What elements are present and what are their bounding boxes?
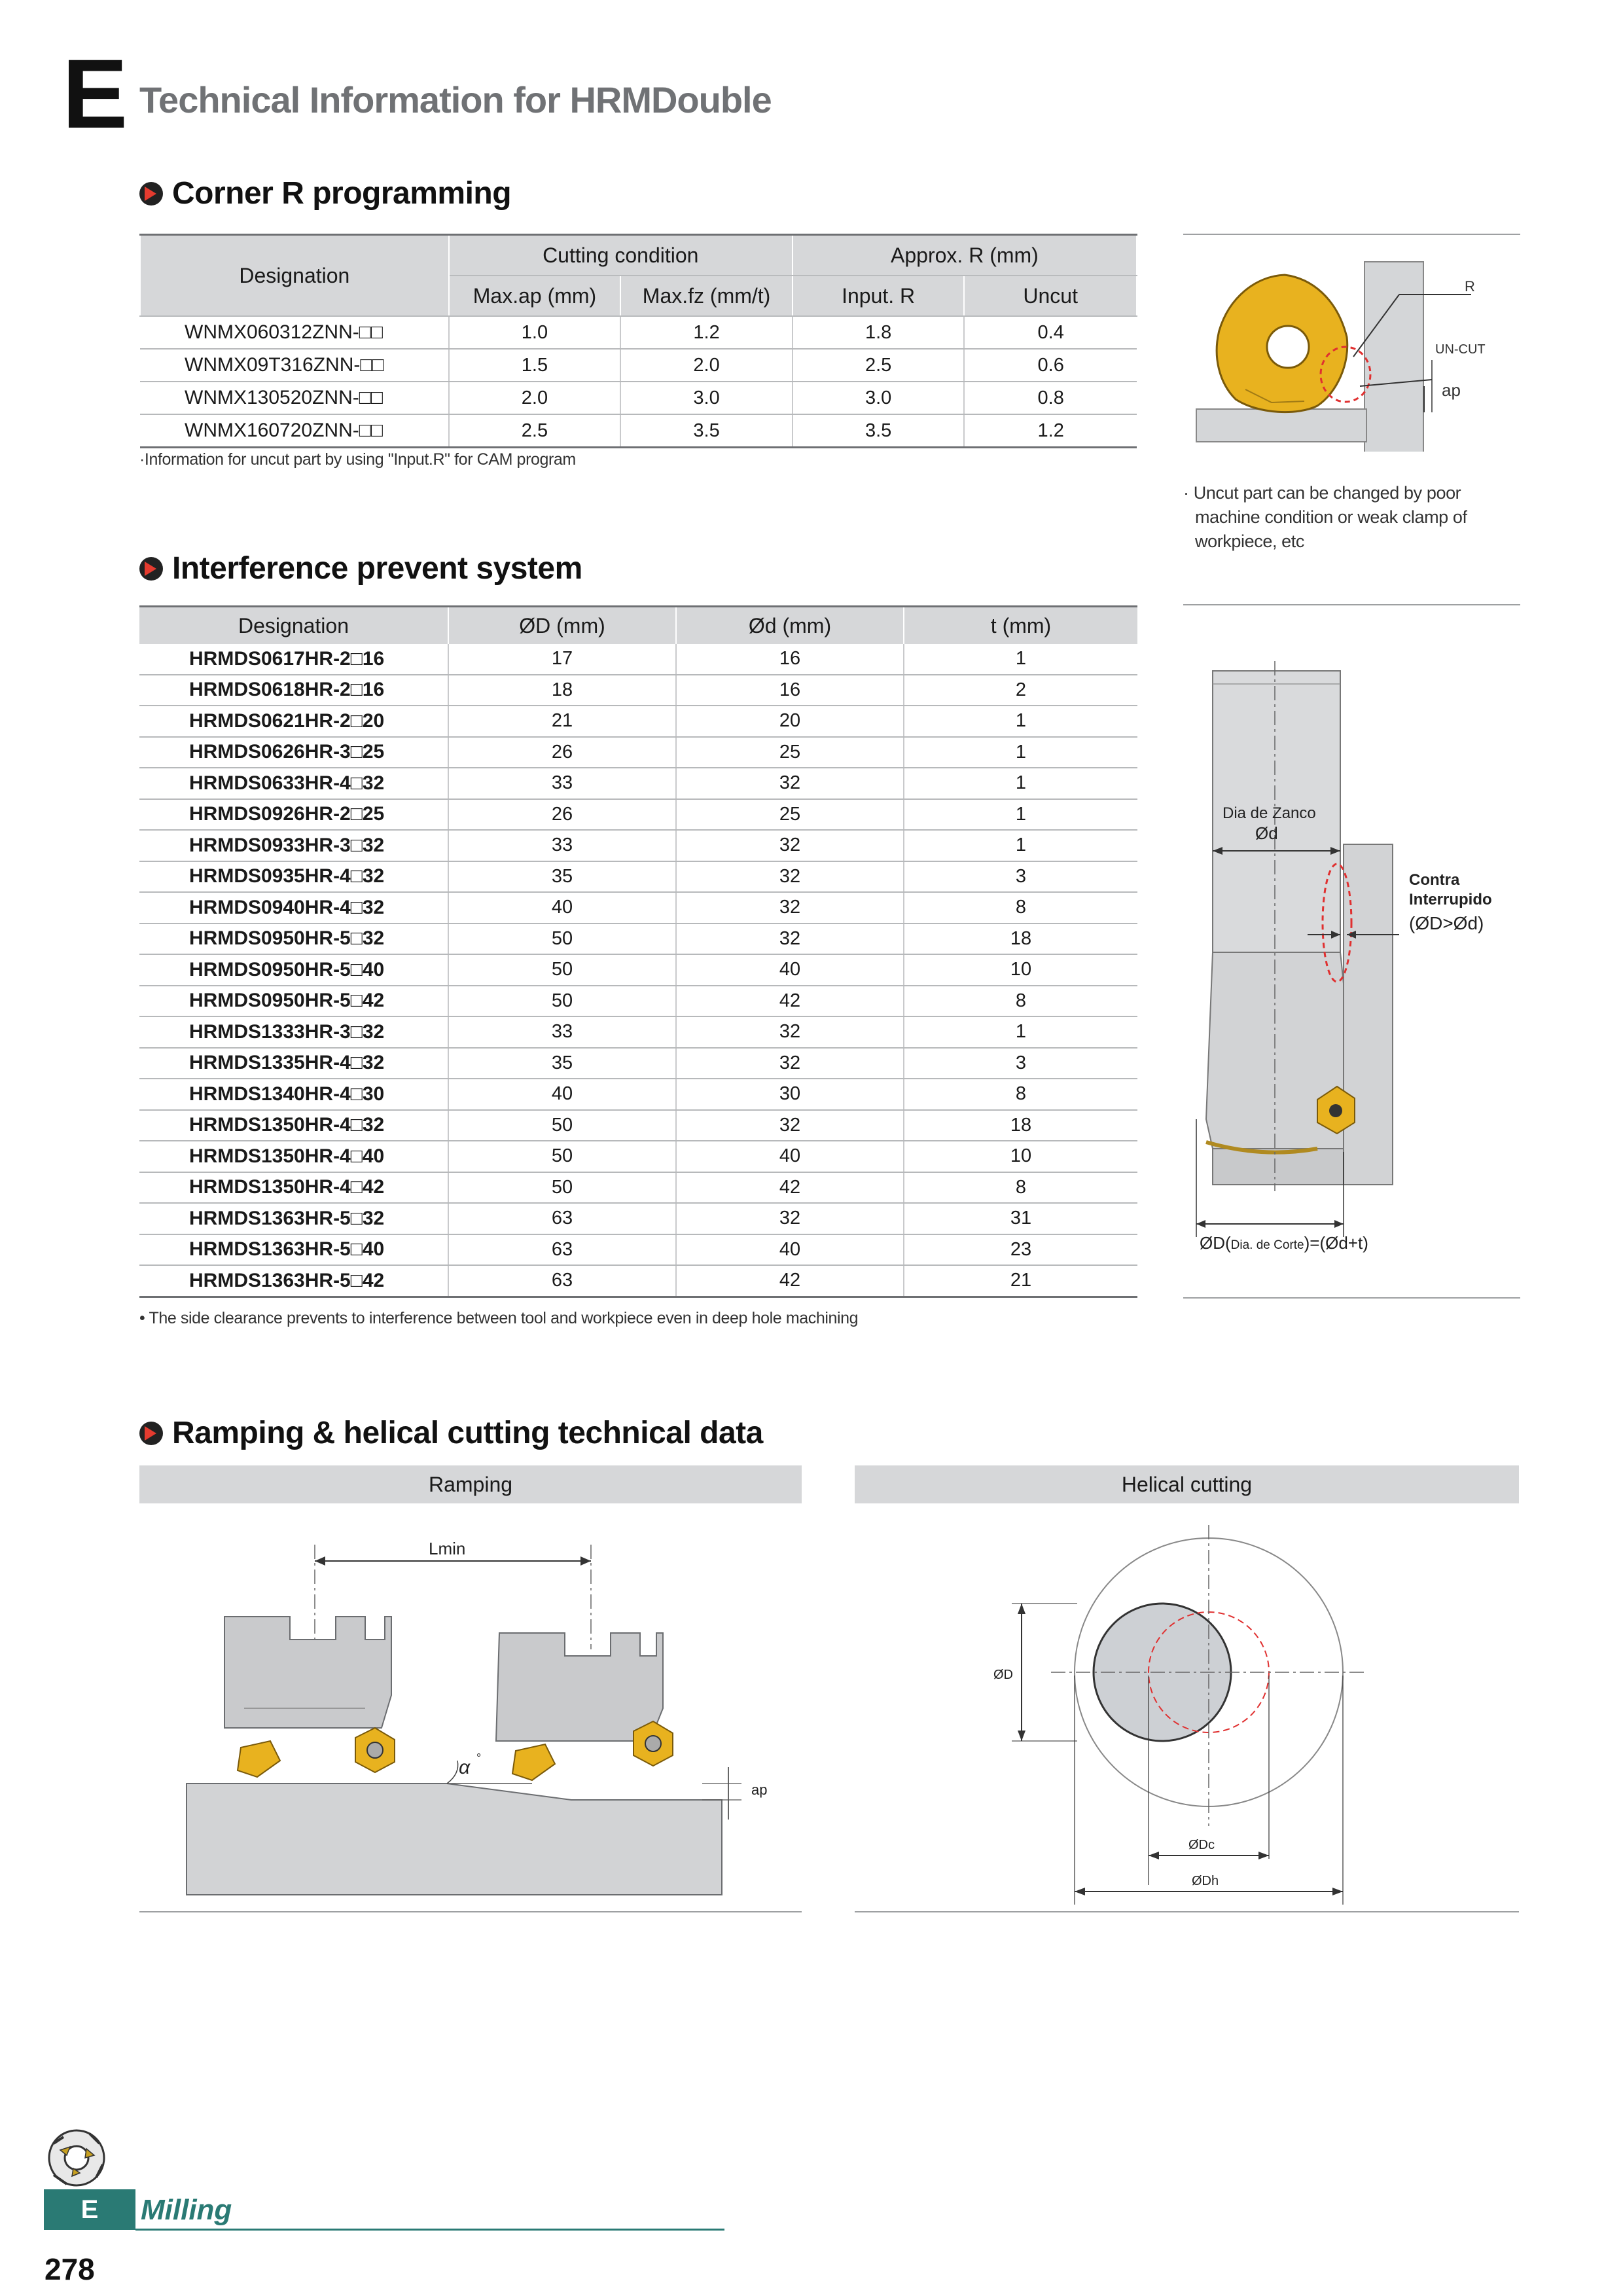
cell: HRMDS0933HR-3□32 [139, 830, 448, 861]
table-row [139, 1110, 1137, 1141]
cell: 1 [904, 706, 1137, 737]
cell: 50 [448, 954, 676, 986]
footer-category: Milling [141, 2194, 232, 2226]
cell: 2.5 [793, 349, 965, 382]
cell: 18 [904, 1110, 1137, 1141]
table-row [139, 861, 1137, 893]
r-label: R [1465, 278, 1475, 295]
cell: HRMDS1335HR-4□32 [139, 1048, 448, 1079]
shank-label: Dia de Zanco [1222, 804, 1316, 822]
cell: 50 [448, 1141, 676, 1172]
col-max-ap: Max.ap (mm) [449, 276, 621, 316]
divider [1183, 234, 1520, 235]
cut-formula-a: ØD( [1200, 1233, 1231, 1253]
cell: 50 [448, 924, 676, 955]
cell: HRMDS1333HR-3□32 [139, 1016, 448, 1048]
cell: 35 [448, 1048, 676, 1079]
cell: 8 [904, 1172, 1137, 1204]
table-row [139, 1048, 1137, 1079]
cell: WNMX060312ZNN-□□ [140, 316, 449, 349]
cell: 1.0 [449, 316, 621, 349]
divider [1183, 1297, 1520, 1299]
table-row [139, 1203, 1137, 1234]
cell: 17 [448, 644, 676, 675]
table-row [140, 316, 1137, 349]
arrow-bullet-icon [139, 1422, 163, 1445]
cut-formula-b: Dia. de Corte [1230, 1238, 1304, 1252]
section-title-text: Corner R programming [172, 176, 512, 211]
footer-line [135, 2229, 724, 2231]
cell: HRMDS0633HR-4□32 [139, 768, 448, 799]
contra-label: Contra [1409, 871, 1460, 889]
cell: HRMDS0935HR-4□32 [139, 861, 448, 893]
cell: 32 [676, 924, 904, 955]
cell: 21 [904, 1265, 1137, 1297]
table-row [139, 644, 1137, 675]
odc-label: ØDc [1188, 1838, 1215, 1852]
cell: HRMDS0617HR-2□16 [139, 644, 448, 675]
cell: 26 [448, 737, 676, 768]
table-row [140, 349, 1137, 382]
cell: HRMDS0621HR-2□20 [139, 706, 448, 737]
cell: 63 [448, 1203, 676, 1234]
table-row [139, 830, 1137, 861]
table-row [139, 675, 1137, 706]
cell: 32 [676, 1016, 904, 1048]
side-note-line: machine condition or weak clamp of [1195, 507, 1467, 527]
interference-figure [1183, 661, 1524, 1263]
od-label: ØD [993, 1668, 1013, 1682]
cell: 2.5 [449, 414, 621, 448]
cell: HRMDS1340HR-4□30 [139, 1079, 448, 1110]
cell: 16 [676, 675, 904, 706]
side-note-line: workpiece, etc [1195, 531, 1304, 551]
table-row [140, 382, 1137, 414]
cell: 8 [904, 986, 1137, 1017]
corner-r-note: ·Information for uncut part by using "Input.R" for CAM program [139, 450, 576, 469]
cell: 18 [904, 924, 1137, 955]
page-number: 278 [45, 2252, 95, 2286]
cell: 16 [676, 644, 904, 675]
cell: 3 [904, 1048, 1137, 1079]
lmin-label: Lmin [429, 1539, 466, 1558]
cell: 30 [676, 1079, 904, 1110]
cell: 1 [904, 737, 1137, 768]
cell: 42 [676, 1265, 904, 1297]
cell: 50 [448, 1172, 676, 1204]
cell: 0.8 [964, 382, 1137, 414]
col-small-d: Ød (mm) [676, 607, 904, 645]
table-row [139, 954, 1137, 986]
corner-r-table [139, 234, 1137, 448]
cell: WNMX130520ZNN-□□ [140, 382, 449, 414]
corner-r-figure [1183, 249, 1524, 452]
cell: 1 [904, 644, 1137, 675]
deg-label: ° [476, 1751, 482, 1765]
cut-formula [1200, 1233, 1368, 1253]
cell: 32 [676, 861, 904, 893]
cell: 3.5 [620, 414, 793, 448]
relation-label: (ØD>Ød) [1409, 913, 1484, 933]
section-title-ramping [139, 1415, 763, 1451]
cell: 40 [676, 954, 904, 986]
cell: 0.6 [964, 349, 1137, 382]
cell: 40 [448, 892, 676, 924]
cell: 3.0 [620, 382, 793, 414]
cell: HRMDS0950HR-5□32 [139, 924, 448, 955]
cell: HRMDS0950HR-5□40 [139, 954, 448, 986]
cell: 63 [448, 1265, 676, 1297]
cell: 1.2 [964, 414, 1137, 448]
col-input-r: Input. R [793, 276, 965, 316]
table-row [139, 799, 1137, 831]
cell: 23 [904, 1234, 1137, 1266]
interrupido-label: Interrupido [1409, 891, 1492, 908]
cell: 1 [904, 799, 1137, 831]
uncut-label: UN-CUT [1435, 342, 1486, 357]
cell: HRMDS1363HR-5□32 [139, 1203, 448, 1234]
table-row [140, 414, 1137, 448]
milling-cutter-icon [41, 2124, 113, 2189]
table-row [139, 768, 1137, 799]
section-title-text: Ramping & helical cutting technical data [172, 1416, 763, 1450]
footer-section-badge: E [44, 2189, 135, 2230]
divider [1183, 604, 1520, 605]
cell: 32 [676, 830, 904, 861]
cell: WNMX09T316ZNN-□□ [140, 349, 449, 382]
col-cutting-condition: Cutting condition [449, 235, 793, 276]
table-row [139, 924, 1137, 955]
side-note-line: · Uncut part can be changed by poor [1183, 483, 1461, 503]
cell: HRMDS0618HR-2□16 [139, 675, 448, 706]
col-designation: Designation [140, 235, 449, 317]
cell: 31 [904, 1203, 1137, 1234]
cell: HRMDS1350HR-4□42 [139, 1172, 448, 1204]
cell: HRMDS0626HR-3□25 [139, 737, 448, 768]
cell: 50 [448, 1110, 676, 1141]
cell: 3.0 [793, 382, 965, 414]
helical-header: Helical cutting [855, 1465, 1519, 1503]
cell: 2 [904, 675, 1137, 706]
cell: 25 [676, 799, 904, 831]
cell: 3.5 [793, 414, 965, 448]
cell: 63 [448, 1234, 676, 1266]
interference-table [139, 605, 1137, 1298]
section-title-corner-r [139, 175, 511, 211]
cell: 1 [904, 768, 1137, 799]
table-row [139, 1265, 1137, 1297]
cell: 2.0 [449, 382, 621, 414]
col-t: t (mm) [904, 607, 1137, 645]
cell: HRMDS1363HR-5□42 [139, 1265, 448, 1297]
cell: 1 [904, 1016, 1137, 1048]
cell: 20 [676, 706, 904, 737]
cell: 42 [676, 1172, 904, 1204]
cell: 10 [904, 1141, 1137, 1172]
table-row [139, 892, 1137, 924]
table-row [139, 1016, 1137, 1048]
cell: 18 [448, 675, 676, 706]
odh-label: ØDh [1192, 1874, 1219, 1888]
cell: 32 [676, 892, 904, 924]
cell: HRMDS0950HR-5□42 [139, 986, 448, 1017]
interference-body [139, 644, 1137, 1297]
cut-formula-c: )=(Ød+t) [1304, 1233, 1368, 1253]
table-row [139, 706, 1137, 737]
col-od: ØD (mm) [448, 607, 676, 645]
cell: 25 [676, 737, 904, 768]
cell: 42 [676, 986, 904, 1017]
cell: 10 [904, 954, 1137, 986]
cell: 33 [448, 830, 676, 861]
arrow-bullet-icon [139, 182, 163, 206]
ap-label: ap [1442, 380, 1461, 400]
cell: 40 [448, 1079, 676, 1110]
cell: 32 [676, 768, 904, 799]
section-title-interference [139, 550, 582, 586]
cell: WNMX160720ZNN-□□ [140, 414, 449, 448]
cell: 8 [904, 1079, 1137, 1110]
table-row [139, 1234, 1137, 1266]
cell: HRMDS0926HR-2□25 [139, 799, 448, 831]
interference-note: • The side clearance prevents to interference between tool and workpiece even in deep hole machining [139, 1309, 859, 1327]
cell: 32 [676, 1110, 904, 1141]
cell: 40 [676, 1141, 904, 1172]
cell: 8 [904, 892, 1137, 924]
cell: 35 [448, 861, 676, 893]
cell: HRMDS0940HR-4□32 [139, 892, 448, 924]
ramping-figure [139, 1518, 802, 1911]
section-letter: E [62, 39, 128, 149]
table-row [139, 737, 1137, 768]
ramp-ap-label: ap [751, 1782, 768, 1798]
helical-figure [855, 1518, 1519, 1911]
col-max-fz: Max.fz (mm/t) [620, 276, 793, 316]
cell: 3 [904, 861, 1137, 893]
ramping-header: Ramping [139, 1465, 802, 1503]
cell: 32 [676, 1048, 904, 1079]
shank-symbol: Ød [1255, 823, 1278, 843]
col-uncut: Uncut [964, 276, 1137, 316]
alpha-label: α [459, 1757, 471, 1778]
col-designation: Designation [139, 607, 448, 645]
cell: 2.0 [620, 349, 793, 382]
cell: HRMDS1350HR-4□40 [139, 1141, 448, 1172]
page-title: Technical Information for HRMDouble [139, 79, 772, 120]
cell: HRMDS1363HR-5□40 [139, 1234, 448, 1266]
cell: 0.4 [964, 316, 1137, 349]
cell: 1.5 [449, 349, 621, 382]
divider [855, 1911, 1519, 1912]
table-row [139, 986, 1137, 1017]
cell: 50 [448, 986, 676, 1017]
cell: 1 [904, 830, 1137, 861]
table-row [139, 1079, 1137, 1110]
cell: 32 [676, 1203, 904, 1234]
table-row [139, 1141, 1137, 1172]
cell: 1.2 [620, 316, 793, 349]
cell: 26 [448, 799, 676, 831]
section-title-text: Interference prevent system [172, 551, 582, 586]
cell: 21 [448, 706, 676, 737]
cell: 33 [448, 1016, 676, 1048]
col-approx-r: Approx. R (mm) [793, 235, 1137, 276]
cell: 33 [448, 768, 676, 799]
divider [139, 1911, 802, 1912]
table-row [139, 1172, 1137, 1204]
cell: HRMDS1350HR-4□32 [139, 1110, 448, 1141]
corner-r-side-note [1183, 481, 1517, 554]
arrow-bullet-icon [139, 557, 163, 581]
cell: 1.8 [793, 316, 965, 349]
cell: 40 [676, 1234, 904, 1266]
